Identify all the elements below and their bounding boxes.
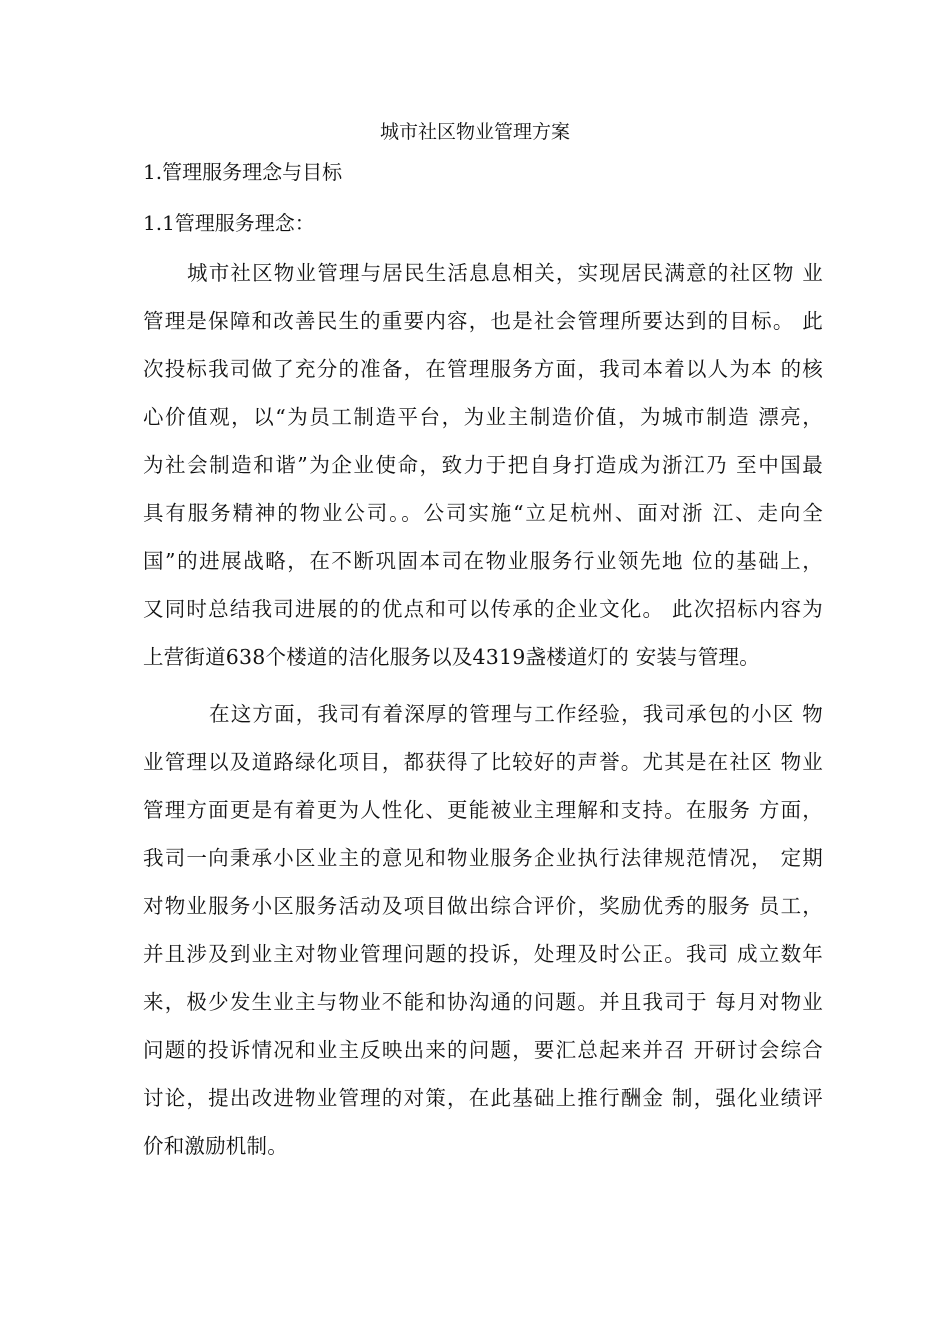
paragraph-line: 问题的投诉情况和业主反映出来的问题，要汇总起来并召 开研讨会综合 <box>143 1038 823 1062</box>
paragraph-line: 城市社区物业管理与居民生活息息相关，实现居民满意的社区物 业 <box>187 261 823 285</box>
section-heading: 1.管理服务理念与目标 <box>143 160 343 184</box>
paragraph-line: 又同时总结我司进展的的优点和可以传承的企业文化。 此次招标内容为 <box>143 597 823 621</box>
paragraph-1 <box>143 249 823 681</box>
paragraph-line: 次投标我司做了充分的准备，在管理服务方面，我司本着以人为本 的核 <box>143 357 823 381</box>
paragraph-line: 上营街道638个楼道的洁化服务以及4319盏楼道灯的 安装与管理。 <box>143 645 760 669</box>
document-title: 城市社区物业管理方案 <box>379 121 570 143</box>
paragraph-line: 价和激励机制。 <box>143 1134 288 1158</box>
paragraph-line: 管理是保障和改善民生的重要内容，也是社会管理所要达到的目标。 此 <box>143 309 823 333</box>
paragraph-line: 对物业服务小区服务活动及项目做出综合评价，奖励优秀的服务 员工， <box>143 894 823 918</box>
paragraph-line: 讨论，提出改进物业管理的对策，在此基础上推行酬金 制，强化业绩评 <box>143 1086 823 1110</box>
paragraph-line: 心价值观，以“为员工制造平台，为业主制造价值，为城市制造 漂亮， <box>143 405 823 429</box>
paragraph-line: 来，极少发生业主与物业不能和协沟通的问题。并且我司于 每月对物业 <box>143 990 823 1014</box>
paragraph-line: 业管理以及道路绿化项目，都获得了比较好的声誉。尤其是在社区 物业 <box>143 750 823 774</box>
paragraph-line: 具有服务精神的物业公司。。公司实施“立足杭州、面对浙 江、走向全 <box>143 501 823 525</box>
paragraph-line: 在这方面，我司有着深厚的管理与工作经验，我司承包的小区 物 <box>209 702 823 726</box>
paragraph-line: 我司一向秉承小区业主的意见和物业服务企业执行法律规范情况， 定期 <box>143 846 823 870</box>
paragraph-line: 管理方面更是有着更为人性化、更能被业主理解和支持。在服务 方面， <box>143 798 823 822</box>
paragraph-line: 为社会制造和谐”为企业使命，致力于把自身打造成为浙江乃 至中国最 <box>143 453 823 477</box>
paragraph-2 <box>143 690 823 1170</box>
paragraph-line: 并且涉及到业主对物业管理问题的投诉，处理及时公正。我司 成立数年 <box>143 942 823 966</box>
paragraph-line: 国”的进展战略，在不断巩固本司在物业服务行业领先地 位的基础上， <box>143 549 823 573</box>
subsection-heading: 1.1管理服务理念： <box>143 211 315 235</box>
